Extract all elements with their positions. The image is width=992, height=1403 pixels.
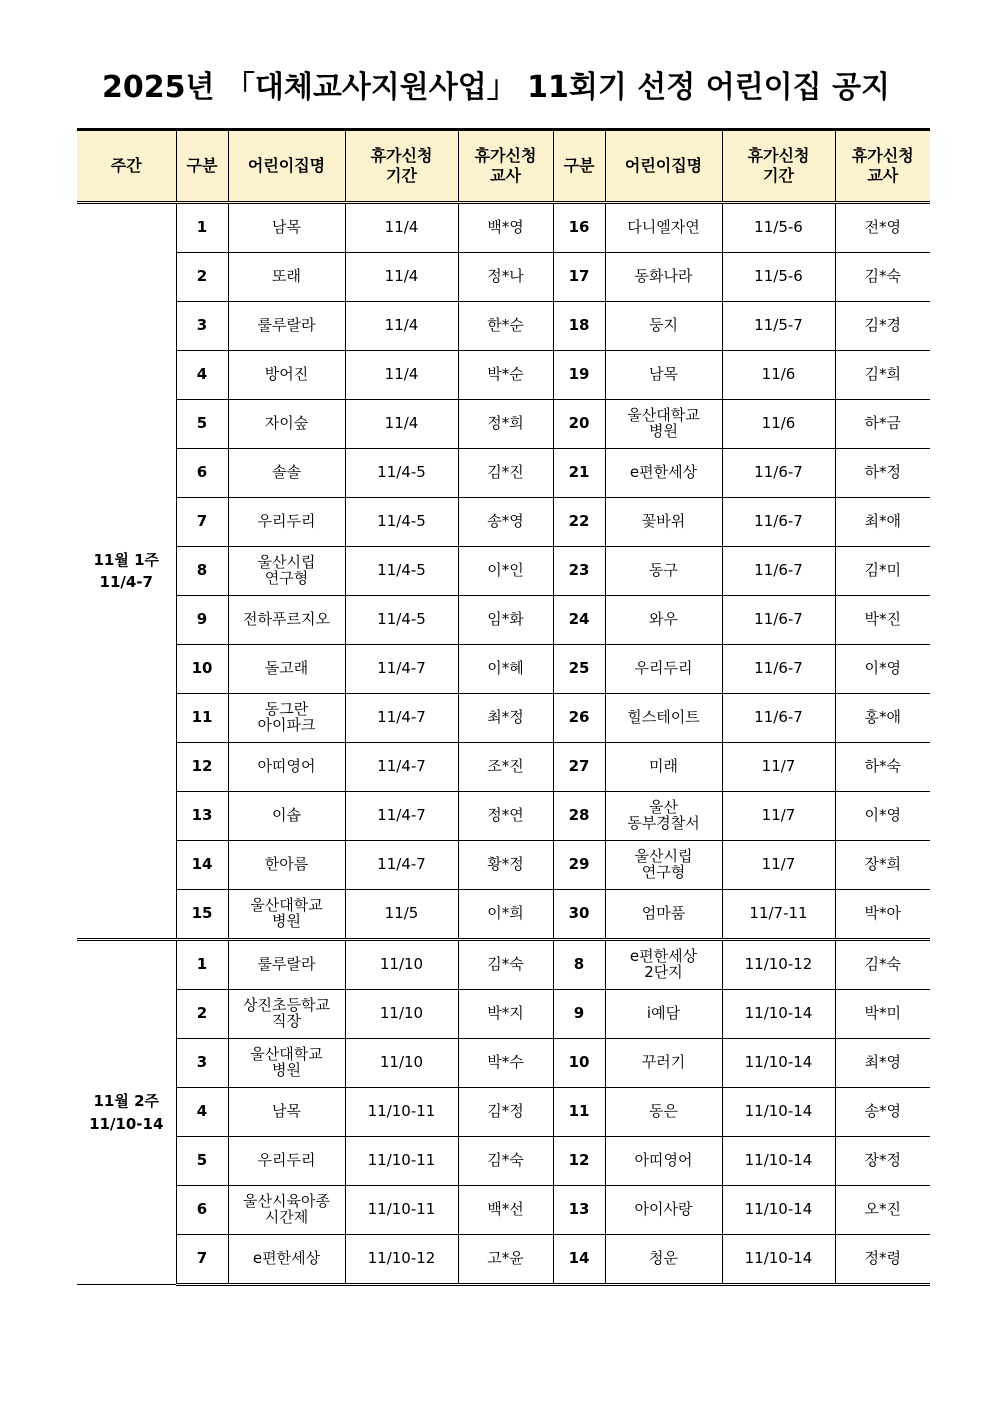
leave-period: 11/4-5: [345, 547, 458, 596]
leave-period: 11/4: [345, 302, 458, 351]
row-number: 17: [553, 253, 605, 302]
row-number: 13: [553, 1186, 605, 1235]
row-number: 30: [553, 890, 605, 940]
row-number: 20: [553, 400, 605, 449]
leave-teacher: 백*영: [458, 203, 553, 253]
center-name: 남목: [228, 1088, 345, 1137]
leave-teacher: 하*숙: [835, 743, 930, 792]
row-number: 27: [553, 743, 605, 792]
center-name: 우리두리: [228, 498, 345, 547]
table-header-row: [77, 130, 930, 203]
table-row: [77, 1039, 930, 1088]
leave-period: 11/4: [345, 400, 458, 449]
row-number: 9: [553, 990, 605, 1039]
leave-teacher: 하*금: [835, 400, 930, 449]
center-name: 울산대학교 병원: [228, 1039, 345, 1088]
row-number: 14: [553, 1235, 605, 1285]
leave-period: 11/4-5: [345, 596, 458, 645]
leave-period: 11/4-7: [345, 743, 458, 792]
header-no-1: 구분: [176, 130, 228, 203]
leave-teacher: 정*희: [458, 400, 553, 449]
center-name: 둥지: [605, 302, 722, 351]
leave-teacher: 황*정: [458, 841, 553, 890]
center-name: 아띠영어: [228, 743, 345, 792]
center-name: 동화나라: [605, 253, 722, 302]
leave-period: 11/4-7: [345, 694, 458, 743]
row-number: 23: [553, 547, 605, 596]
leave-period: 11/7: [722, 792, 835, 841]
row-number: 14: [176, 841, 228, 890]
row-number: 5: [176, 1137, 228, 1186]
leave-teacher: 고*윤: [458, 1235, 553, 1285]
table-row: [77, 890, 930, 940]
leave-teacher: 박*수: [458, 1039, 553, 1088]
leave-period: 11/4: [345, 253, 458, 302]
table-row: [77, 351, 930, 400]
table-row: [77, 203, 930, 253]
leave-teacher: 하*정: [835, 449, 930, 498]
center-name: 동구: [605, 547, 722, 596]
leave-teacher: 박*지: [458, 990, 553, 1039]
table-row: [77, 400, 930, 449]
center-name: 울산 동부경찰서: [605, 792, 722, 841]
center-name: 와우: [605, 596, 722, 645]
leave-teacher: 정*령: [835, 1235, 930, 1285]
table-row: [77, 694, 930, 743]
leave-teacher: 송*영: [458, 498, 553, 547]
leave-period: 11/4: [345, 203, 458, 253]
center-name: 우리두리: [228, 1137, 345, 1186]
center-name: 울산시육아종 시간제: [228, 1186, 345, 1235]
leave-teacher: 오*진: [835, 1186, 930, 1235]
leave-period: 11/6: [722, 400, 835, 449]
center-name: 남목: [228, 203, 345, 253]
row-number: 6: [176, 449, 228, 498]
row-number: 2: [176, 990, 228, 1039]
table-row: [77, 1137, 930, 1186]
row-number: 15: [176, 890, 228, 940]
header-leave-period-1: 휴가신청 기간: [345, 130, 458, 203]
center-name: 꾸러기: [605, 1039, 722, 1088]
table-row: [77, 1088, 930, 1137]
leave-teacher: 김*희: [835, 351, 930, 400]
row-number: 7: [176, 498, 228, 547]
center-name: 동은: [605, 1088, 722, 1137]
leave-teacher: 이*인: [458, 547, 553, 596]
leave-teacher: 김*숙: [458, 940, 553, 990]
center-name: 꽃바위: [605, 498, 722, 547]
leave-period: 11/5-6: [722, 203, 835, 253]
selection-table: [77, 128, 930, 1286]
leave-period: 11/4: [345, 351, 458, 400]
center-name: e편한세상: [605, 449, 722, 498]
row-number: 2: [176, 253, 228, 302]
leave-teacher: 박*아: [835, 890, 930, 940]
leave-teacher: 김*숙: [835, 253, 930, 302]
table-row: [77, 743, 930, 792]
row-number: 19: [553, 351, 605, 400]
leave-period: 11/10: [345, 990, 458, 1039]
leave-period: 11/6-7: [722, 596, 835, 645]
row-number: 16: [553, 203, 605, 253]
row-number: 6: [176, 1186, 228, 1235]
row-number: 9: [176, 596, 228, 645]
leave-period: 11/10-14: [722, 1039, 835, 1088]
leave-period: 11/5-6: [722, 253, 835, 302]
leave-period: 11/4-7: [345, 792, 458, 841]
row-number: 22: [553, 498, 605, 547]
row-number: 10: [553, 1039, 605, 1088]
page-title: 2025년 「대체교사지원사업」 11회기 선정 어린이집 공지: [101, 70, 891, 105]
leave-teacher: 장*정: [835, 1137, 930, 1186]
center-name: e편한세상: [228, 1235, 345, 1285]
row-number: 3: [176, 1039, 228, 1088]
leave-period: 11/4-7: [345, 645, 458, 694]
leave-teacher: 박*진: [835, 596, 930, 645]
leave-period: 11/6-7: [722, 498, 835, 547]
table-row: [77, 1186, 930, 1235]
leave-teacher: 한*순: [458, 302, 553, 351]
leave-period: 11/10-14: [722, 1186, 835, 1235]
row-number: 21: [553, 449, 605, 498]
leave-teacher: 이*혜: [458, 645, 553, 694]
leave-period: 11/10-14: [722, 1137, 835, 1186]
row-number: 8: [176, 547, 228, 596]
table-body: [77, 203, 930, 1285]
leave-teacher: 백*선: [458, 1186, 553, 1235]
row-number: 29: [553, 841, 605, 890]
leave-period: 11/10-14: [722, 990, 835, 1039]
row-number: 10: [176, 645, 228, 694]
row-number: 8: [553, 940, 605, 990]
leave-period: 11/6-7: [722, 645, 835, 694]
leave-teacher: 이*영: [835, 792, 930, 841]
center-name: 울산시립 연구형: [228, 547, 345, 596]
table-row: [77, 596, 930, 645]
center-name: 청운: [605, 1235, 722, 1285]
center-name: 엄마품: [605, 890, 722, 940]
header-center-name-2: 어린이집명: [605, 130, 722, 203]
row-number: 1: [176, 940, 228, 990]
center-name: 아이사랑: [605, 1186, 722, 1235]
leave-teacher: 김*미: [835, 547, 930, 596]
table-row: [77, 498, 930, 547]
leave-period: 11/7: [722, 743, 835, 792]
leave-period: 11/6-7: [722, 694, 835, 743]
leave-period: 11/6-7: [722, 449, 835, 498]
center-name: 울산시립 연구형: [605, 841, 722, 890]
center-name: 상진초등학교 직장: [228, 990, 345, 1039]
leave-period: 11/10-14: [722, 1235, 835, 1285]
week-label: 11월 2주 11/10-14: [77, 940, 176, 1285]
table-row: [77, 302, 930, 351]
row-number: 28: [553, 792, 605, 841]
leave-period: 11/7: [722, 841, 835, 890]
leave-teacher: 김*숙: [835, 940, 930, 990]
center-name: 솔솔: [228, 449, 345, 498]
leave-teacher: 김*진: [458, 449, 553, 498]
header-leave-teacher-1: 휴가신청 교사: [458, 130, 553, 203]
center-name: 아띠영어: [605, 1137, 722, 1186]
row-number: 4: [176, 1088, 228, 1137]
table-row: [77, 792, 930, 841]
row-number: 11: [553, 1088, 605, 1137]
center-name: 동그란 아이파크: [228, 694, 345, 743]
table-row: [77, 645, 930, 694]
row-number: 12: [176, 743, 228, 792]
row-number: 13: [176, 792, 228, 841]
leave-teacher: 김*정: [458, 1088, 553, 1137]
leave-period: 11/10-11: [345, 1186, 458, 1235]
leave-teacher: 임*화: [458, 596, 553, 645]
leave-period: 11/10-11: [345, 1137, 458, 1186]
leave-teacher: 홍*애: [835, 694, 930, 743]
leave-teacher: 송*영: [835, 1088, 930, 1137]
leave-period: 11/10: [345, 1039, 458, 1088]
table-row: [77, 449, 930, 498]
row-number: 3: [176, 302, 228, 351]
leave-period: 11/10-14: [722, 1088, 835, 1137]
leave-teacher: 이*희: [458, 890, 553, 940]
leave-teacher: 조*진: [458, 743, 553, 792]
table-row: [77, 253, 930, 302]
center-name: 울산대학교 병원: [228, 890, 345, 940]
leave-teacher: 최*정: [458, 694, 553, 743]
leave-teacher: 김*숙: [458, 1137, 553, 1186]
center-name: 울산대학교 병원: [605, 400, 722, 449]
leave-period: 11/6-7: [722, 547, 835, 596]
header-leave-teacher-2: 휴가신청 교사: [835, 130, 930, 203]
row-number: 12: [553, 1137, 605, 1186]
leave-period: 11/10-11: [345, 1088, 458, 1137]
row-number: 1: [176, 203, 228, 253]
leave-period: 11/4-5: [345, 449, 458, 498]
leave-teacher: 장*희: [835, 841, 930, 890]
center-name: 또래: [228, 253, 345, 302]
leave-period: 11/7-11: [722, 890, 835, 940]
header-no-2: 구분: [553, 130, 605, 203]
leave-period: 11/5: [345, 890, 458, 940]
row-number: 4: [176, 351, 228, 400]
leave-teacher: 박*미: [835, 990, 930, 1039]
leave-teacher: 최*영: [835, 1039, 930, 1088]
center-name: 우리두리: [605, 645, 722, 694]
leave-teacher: 정*연: [458, 792, 553, 841]
row-number: 25: [553, 645, 605, 694]
header-center-name-1: 어린이집명: [228, 130, 345, 203]
center-name: 한아름: [228, 841, 345, 890]
table-row: [77, 547, 930, 596]
center-name: 남목: [605, 351, 722, 400]
center-name: 전하푸르지오: [228, 596, 345, 645]
leave-teacher: 전*영: [835, 203, 930, 253]
row-number: 26: [553, 694, 605, 743]
leave-teacher: 정*나: [458, 253, 553, 302]
table-row: [77, 940, 930, 990]
row-number: 5: [176, 400, 228, 449]
leave-teacher: 이*영: [835, 645, 930, 694]
center-name: 방어진: [228, 351, 345, 400]
row-number: 18: [553, 302, 605, 351]
leave-period: 11/10-12: [722, 940, 835, 990]
row-number: 24: [553, 596, 605, 645]
center-name: 돌고래: [228, 645, 345, 694]
leave-period: 11/4-7: [345, 841, 458, 890]
leave-period: 11/10: [345, 940, 458, 990]
table-row: [77, 1235, 930, 1285]
header-week: 주간: [77, 130, 176, 203]
header-leave-period-2: 휴가신청 기간: [722, 130, 835, 203]
center-name: 다니엘자연: [605, 203, 722, 253]
leave-period: 11/4-5: [345, 498, 458, 547]
week-label: 11월 1주 11/4-7: [77, 203, 176, 940]
center-name: 이솝: [228, 792, 345, 841]
row-number: 7: [176, 1235, 228, 1285]
leave-teacher: 최*애: [835, 498, 930, 547]
table-row: [77, 990, 930, 1039]
center-name: i예담: [605, 990, 722, 1039]
center-name: 룰루랄라: [228, 302, 345, 351]
row-number: 11: [176, 694, 228, 743]
table-row: [77, 841, 930, 890]
leave-teacher: 김*경: [835, 302, 930, 351]
center-name: 미래: [605, 743, 722, 792]
center-name: 룰루랄라: [228, 940, 345, 990]
center-name: 힐스테이트: [605, 694, 722, 743]
leave-teacher: 박*순: [458, 351, 553, 400]
center-name: e편한세상 2단지: [605, 940, 722, 990]
leave-period: 11/5-7: [722, 302, 835, 351]
center-name: 자이숲: [228, 400, 345, 449]
leave-period: 11/6: [722, 351, 835, 400]
leave-period: 11/10-12: [345, 1235, 458, 1285]
